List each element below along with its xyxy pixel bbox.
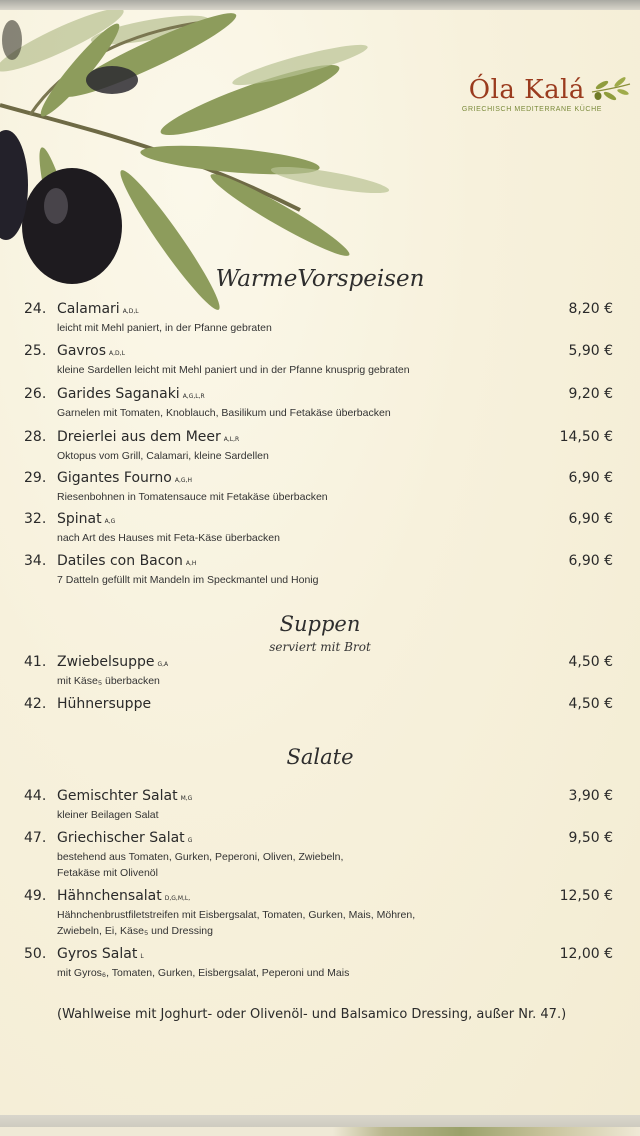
item-name: Zwiebelsuppe G,A	[57, 654, 169, 670]
item-number: 41.	[24, 654, 47, 670]
item-price: 4,50 €	[568, 654, 613, 670]
item-number: 24.	[24, 301, 47, 317]
item-name: Calamari A,D,L	[57, 301, 139, 317]
olive-sprig-icon	[590, 76, 632, 104]
item-name: Hähnchensalat D,G,M,L,	[57, 888, 191, 904]
item-allergens: A,D,L	[109, 350, 125, 357]
item-description: Hähnchenbrustfiletstreifen mit Eisbergsalat, Tomaten, Gurken, Mais, Möhren, Zwiebeln, Ei, Käse₅ und Dressing	[57, 909, 416, 937]
item-number: 50.	[24, 946, 47, 962]
section-title-salad: Salate	[286, 745, 354, 769]
item-description: Garnelen mit Tomaten, Knoblauch, Basilikum und Fetakäse überbacken	[57, 407, 391, 419]
item-name: Gavros A,D,L	[57, 343, 125, 359]
item-price: 14,50 €	[559, 429, 613, 445]
item-price: 9,20 €	[568, 386, 613, 402]
item-price: 6,90 €	[568, 511, 613, 527]
item-number: 49.	[24, 888, 47, 904]
item-number: 29.	[24, 470, 47, 486]
item-price: 6,90 €	[568, 470, 613, 486]
item-number: 28.	[24, 429, 47, 445]
section-subtitle-soup: serviert mit Brot	[269, 640, 371, 654]
logo-name: Óla Kalá	[468, 75, 585, 105]
item-description: kleine Sardellen leicht mit Mehl paniert und in der Pfanne knusprig gebraten	[57, 364, 410, 376]
item-allergens: A,G	[104, 518, 116, 525]
item-price: 5,90 €	[568, 343, 613, 359]
item-description: nach Art des Hauses mit Feta-Käse überbacken	[57, 532, 280, 544]
item-allergens: A,G,L,R	[182, 393, 205, 400]
item-allergens: A,G,H	[174, 477, 192, 484]
item-allergens: D,G,M,L,	[164, 895, 191, 902]
item-allergens: A,D,L	[122, 308, 139, 315]
restaurant-logo	[452, 75, 632, 113]
item-allergens: G,A	[157, 661, 169, 668]
item-description: bestehend aus Tomaten, Gurken, Peperoni, Oliven, Zwiebeln, Fetakäse mit Olivenöl	[57, 851, 344, 879]
item-name: Griechischer Salat G	[57, 830, 193, 846]
item-number: 26.	[24, 386, 47, 402]
item-number: 34.	[24, 553, 47, 569]
section-title-soup: Suppen	[279, 612, 361, 636]
olive-branch-icon	[0, 10, 400, 310]
item-price: 8,20 €	[568, 301, 613, 317]
item-allergens: G	[187, 837, 193, 844]
item-name: Gemischter Salat M,G	[57, 788, 193, 804]
item-price: 9,50 €	[568, 830, 613, 846]
top-strip	[0, 0, 640, 10]
item-name: Garides Saganaki A,G,L,R	[57, 386, 205, 402]
item-allergens: A,H	[185, 560, 197, 567]
item-name: Gigantes Fourno A,G,H	[57, 470, 192, 486]
item-price: 6,90 €	[568, 553, 613, 569]
next-page-peek	[0, 1127, 640, 1136]
item-name: Spinat A,G	[57, 511, 116, 527]
item-name: Gyros Salat L	[57, 946, 144, 962]
item-number: 47.	[24, 830, 47, 846]
item-description: leicht mit Mehl paniert, in der Pfanne gebraten	[57, 322, 272, 334]
item-allergens: M,G	[180, 795, 193, 802]
item-number: 44.	[24, 788, 47, 804]
section-title-warm: WarmeVorspeisen	[215, 266, 425, 292]
item-price: 4,50 €	[568, 696, 613, 712]
item-description: Riesenbohnen in Tomatensauce mit Fetakäse überbacken	[57, 491, 328, 503]
item-name: Hühnersuppe	[57, 696, 152, 712]
item-description: 7 Datteln gefüllt mit Mandeln im Speckmantel und Honig	[57, 574, 319, 586]
item-description: mit Käse₅ überbacken	[57, 675, 160, 687]
item-description: mit Gyros₆, Tomaten, Gurken, Eisbergsalat, Peperoni und Mais	[57, 967, 350, 979]
item-description: Oktopus vom Grill, Calamari, kleine Sardellen	[57, 450, 269, 462]
menu-page	[0, 10, 640, 1115]
item-name: Datiles con Bacon A,H	[57, 553, 197, 569]
item-price: 3,90 €	[568, 788, 613, 804]
item-description: kleiner Beilagen Salat	[57, 809, 159, 821]
item-number: 32.	[24, 511, 47, 527]
item-number: 25.	[24, 343, 47, 359]
logo-tagline: GRIECHISCH MEDITERRANE KÜCHE	[461, 106, 602, 113]
item-number: 42.	[24, 696, 47, 712]
item-price: 12,00 €	[559, 946, 613, 962]
item-name: Dreierlei aus dem Meer A,L,R	[57, 429, 240, 445]
item-allergens: L	[140, 953, 144, 960]
item-price: 12,50 €	[559, 888, 613, 904]
dressing-note: (Wahlweise mit Joghurt- oder Olivenöl- und Balsamico Dressing, außer Nr. 47.)	[57, 1007, 567, 1022]
item-allergens: A,L,R	[223, 436, 240, 443]
